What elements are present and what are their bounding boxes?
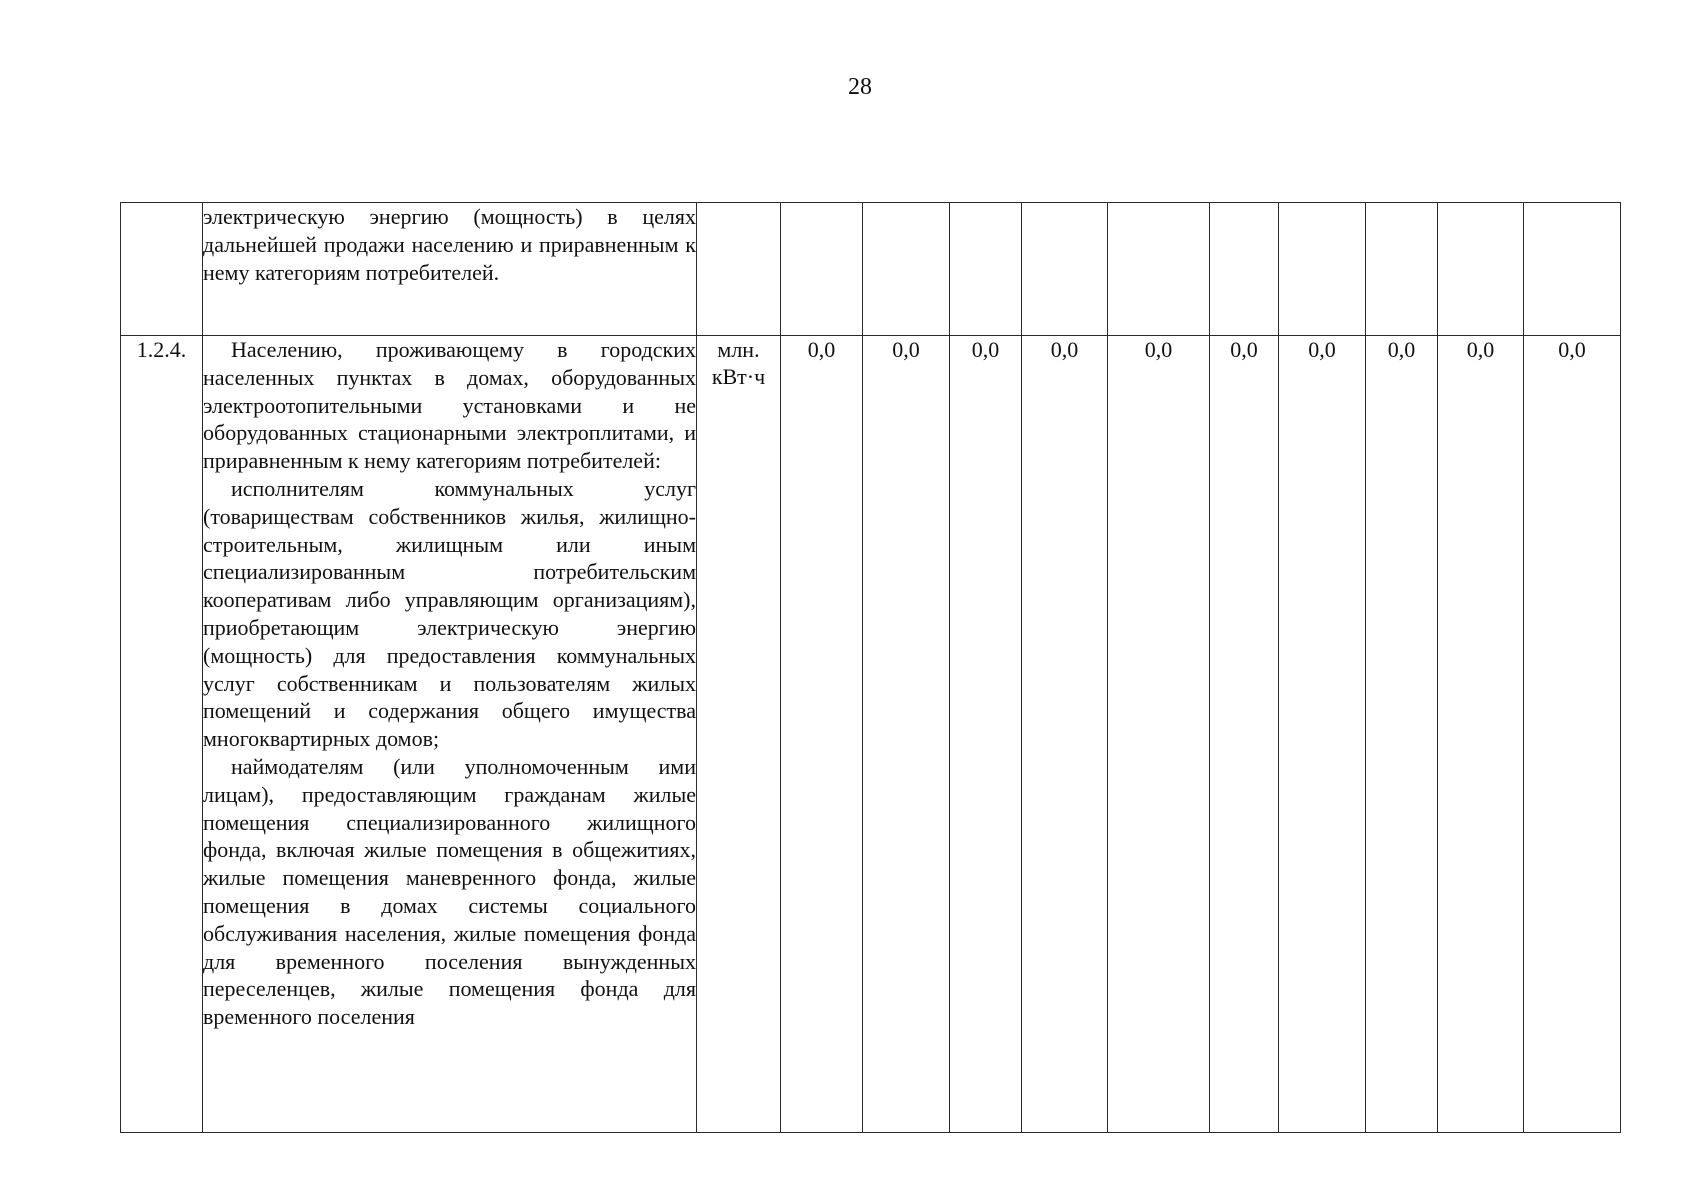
unit-cell: млн. кВт·ч xyxy=(697,336,781,1133)
value-cell: 0,0 xyxy=(1524,336,1621,1133)
value-cell: 0,0 xyxy=(1210,336,1279,1133)
row-number-cell xyxy=(121,203,203,336)
description-paragraph: исполнителям коммунальных услуг (товариществам собственников жилья, жилищно-строительным, жилищным или иным специализированным потребительским кооперативам либо управляющим организациям), приобретающим электрическую энергию (мощность) для предоставления коммунальных услуг собственникам и пользователям жилых помещений и содержания общего имущества многоквартирных домов; xyxy=(203,475,696,752)
value-cell xyxy=(1108,203,1210,336)
value-cell xyxy=(950,203,1022,336)
value-cell xyxy=(781,203,863,336)
value-cell xyxy=(1279,203,1366,336)
value-cell xyxy=(1438,203,1524,336)
value-cell: 0,0 xyxy=(781,336,863,1133)
row-number-cell: 1.2.4. xyxy=(121,336,203,1133)
row-description-cell xyxy=(203,336,697,1133)
value-cell: 0,0 xyxy=(1366,336,1438,1133)
value-cell: 0,0 xyxy=(1022,336,1108,1133)
value-cell: 0,0 xyxy=(1108,336,1210,1133)
value-cell xyxy=(863,203,950,336)
table-row xyxy=(121,336,1621,1133)
value-cell: 0,0 xyxy=(1279,336,1366,1133)
row-description-cell xyxy=(203,203,697,336)
value-cell: 0,0 xyxy=(950,336,1022,1133)
value-cell xyxy=(1022,203,1108,336)
value-cell xyxy=(1524,203,1621,336)
description-paragraph: Населению, проживающему в городских населенных пунктах в домах, оборудованных электроотопительными установками и не оборудованных стационарными электроплитами, и приравненным к нему категориям потребителей: xyxy=(203,337,696,474)
value-cell xyxy=(1366,203,1438,336)
value-cell xyxy=(1210,203,1279,336)
unit-cell xyxy=(697,203,781,336)
table-row xyxy=(121,203,1621,336)
page-number: 28 xyxy=(848,74,872,100)
value-cell: 0,0 xyxy=(863,336,950,1133)
value-cell: 0,0 xyxy=(1438,336,1524,1133)
description-paragraph: наймодателям (или уполномоченным ими лицам), предоставляющим гражданам жилые помещения специализированного жилищного фонда, включая жилые помещения в общежитиях, жилые помещения маневренного фонда, жилые помещения в домах системы социального обслуживания населения, жилые помещения фонда для временного поселения вынужденных переселенцев, жилые помещения фонда для временного поселения xyxy=(203,753,696,1030)
indicators-table xyxy=(120,202,1621,1133)
description-paragraph: электрическую энергию (мощность) в целях дальнейшей продажи населению и приравненным к нему категориям потребителей. xyxy=(203,204,696,285)
